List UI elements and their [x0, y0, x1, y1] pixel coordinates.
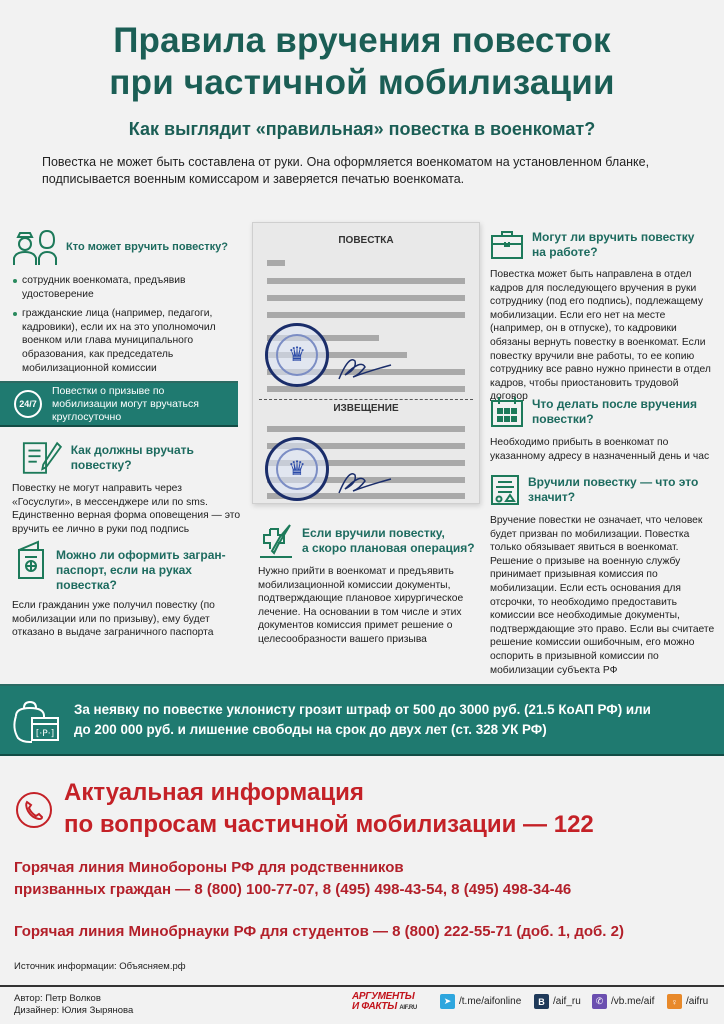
odnoklassniki-link[interactable]: /aifru: [686, 996, 709, 1007]
odnoklassniki-icon: ♀: [667, 994, 682, 1009]
section-surgery: [258, 523, 490, 647]
penalty-line-1: За неявку по повестке уклонисту грозит штраф от 500 до 3000 руб. (21.5 КоАП РФ) или: [74, 702, 651, 717]
svg-text:[·P·]: [·P·]: [35, 729, 55, 739]
briefcase-icon: [490, 230, 524, 260]
intro-text: Повестка не может быть составлена от руки. Она оформляется военкоматом на установленном бланке, подписывается военным комиссаром и заверяется печатью военкомата.: [42, 155, 650, 186]
social-odnoklassniki[interactable]: [667, 994, 708, 1009]
vk-link[interactable]: /aif_ru: [553, 996, 581, 1007]
vk-icon: В: [534, 994, 549, 1009]
hotline-title: [64, 777, 594, 841]
section-work: [490, 230, 718, 404]
source-note: Источник информации: Объясняем.рф: [14, 961, 186, 972]
hotline-title-2: по вопросам частичной мобилизации — 122: [64, 811, 594, 838]
doc-heading-izveshchenie: ИЗВЕЩЕНИЕ: [333, 403, 399, 414]
edu-hotline: Горячая линия Минобрнауки РФ для студентов — 8 (800) 222-55-71 (доб. 1, доб. 2): [14, 923, 624, 940]
social-vk[interactable]: [534, 994, 581, 1009]
work-heading-2: на работе?: [532, 245, 598, 259]
passport-heading: Можно ли оформить загран-паспорт, если на руках повестка?: [56, 548, 226, 592]
social-viber[interactable]: [592, 994, 654, 1009]
meaning-text: Вручение повестки не означает, что человек будет призван по мобилизации. Повестка только обязывает явиться в военкомат. Решение о призыве на военную службу принимает призывная комиссия по мобилизации. Если есть основания для отсрочки, то необходимо предоставить комиссии все необходимые документы, подтверждающие это право. Если вы считаете решение комиссии ошибочным, его можно оспорить в призывной комиссии по мобилизации субъекта РФ: [490, 515, 715, 676]
page-title: [0, 20, 724, 104]
penalty-line-2: до 200 000 руб. и лишение свободы на срок до двух лет (ст. 328 УК РФ): [74, 722, 547, 737]
doc-heading-povestka: ПОВЕСТКА: [338, 235, 394, 246]
clock-24-7-icon: 24/7: [14, 390, 42, 418]
title-line-1: Правила вручения повесток: [113, 21, 611, 60]
viber-link[interactable]: /vb.me/aif: [611, 996, 655, 1007]
who-bullet-1: сотрудник военкомата, предъявив удостоверение: [12, 274, 242, 301]
hotline-title-1: Актуальная информация: [64, 779, 364, 806]
calendar-icon: [490, 396, 524, 428]
who-bullet-2: гражданские лица (например, педагоги, кадровики), если их на это уполномочил военком или глава муниципального образования, как председатель мобилизационной комиссии: [12, 307, 242, 375]
author: Автор: Петр Волков: [14, 993, 101, 1004]
after-heading-1: Что делать после вручения: [532, 397, 698, 411]
surgery-heading-2: а скоро плановая операция?: [302, 541, 475, 555]
meaning-heading-1: Вручили повестку — что это: [528, 475, 699, 489]
how-text: Повестку не могут направить через «Госуслуги», в мессенджере или по sms. Единственно верная форма оповещения — это вручить ее лично в руки под подпись: [12, 483, 241, 535]
telegram-icon: ➤: [440, 994, 455, 1009]
section-how: [12, 440, 244, 536]
after-heading-2: повестки?: [532, 412, 594, 426]
mod-hotline-2: призванных граждан — 8 (800) 100-77-07, 8 (495) 498-43-54, 8 (495) 498-34-46: [14, 881, 572, 898]
section-passport: [12, 540, 244, 640]
surgery-heading-1: Если вручили повестку,: [302, 526, 445, 540]
state-emblem-seal-icon: ♛: [265, 323, 329, 387]
designer: Дизайнер: Юлия Зырянова: [14, 1005, 134, 1016]
section-after: [490, 396, 718, 463]
telegram-link[interactable]: /t.me/aifonline: [459, 996, 522, 1007]
summons-document-illustration: [252, 222, 480, 504]
wallet-ruble-icon: [10, 698, 60, 744]
title-line-2: при частичной мобилизации: [109, 63, 615, 102]
meaning-heading-2: значит?: [528, 490, 576, 504]
document-pen-icon: [22, 440, 63, 476]
certificate-icon: [490, 474, 520, 506]
how-heading: Как должны вручать повестку?: [70, 443, 194, 472]
mod-hotline-1: Горячая линия Минобороны РФ для родственников: [14, 859, 404, 876]
credits: [14, 993, 133, 1017]
after-text: Необходимо прибыть в военкомат по указанному адресу в назначенный день и час: [490, 437, 710, 462]
surgery-text: Нужно прийти в военкомат и предъявить мобилизационной комиссии документы, подтверждающие плановое хирургическое лечение. На основании в том числе и этих документов комиссия примет решение о целесообразности вашего призыва: [258, 566, 464, 645]
phone-icon: [15, 791, 53, 829]
footer-divider: [0, 985, 724, 987]
passport-icon: [16, 540, 46, 580]
signature-icon: [335, 353, 395, 383]
mod-hotline: [14, 857, 571, 901]
social-telegram[interactable]: [440, 994, 521, 1009]
viber-icon: ✆: [592, 994, 607, 1009]
section-who: [12, 228, 242, 381]
signature-icon-2: [335, 467, 395, 497]
banner-24-7: [0, 381, 238, 427]
medical-scalpel-icon: [258, 523, 294, 559]
aif-logo[interactable]: АРГУМЕНТЫ И ФАКТЫ AIF.RU: [352, 991, 417, 1012]
section-meaning: [490, 474, 718, 677]
work-text: Повестка может быть направлена в отдел кадров для последующего вручения в руки сотруднику (под его подпись), подлежащему мобилизации. Если его нет на месте (например, он в отпуске), то кадровики обязаны вернуть повестку в военкомат. Если повестку вручили вне работы, то ее копию сотруднику все равно нужно принести в отдел кадров, чтобы приостановить трудовой договор: [490, 269, 711, 403]
passport-text: Если гражданин уже получил повестку (по мобилизации или по призыву), ему будет отказано в выдаче заграничного паспорта: [12, 600, 215, 639]
people-icon: [12, 228, 58, 266]
state-emblem-seal-icon-2: ♛: [265, 437, 329, 501]
who-heading: Кто может вручить повестку?: [66, 240, 228, 253]
work-heading-1: Могут ли вручить повестку: [532, 230, 695, 244]
page-subtitle: Как выглядит «правильная» повестка в военкомат?: [128, 119, 596, 139]
penalty-banner: [0, 684, 724, 756]
banner-24-7-text: Повестки о призыве по мобилизации могут вручаться круглосуточно: [52, 384, 199, 423]
